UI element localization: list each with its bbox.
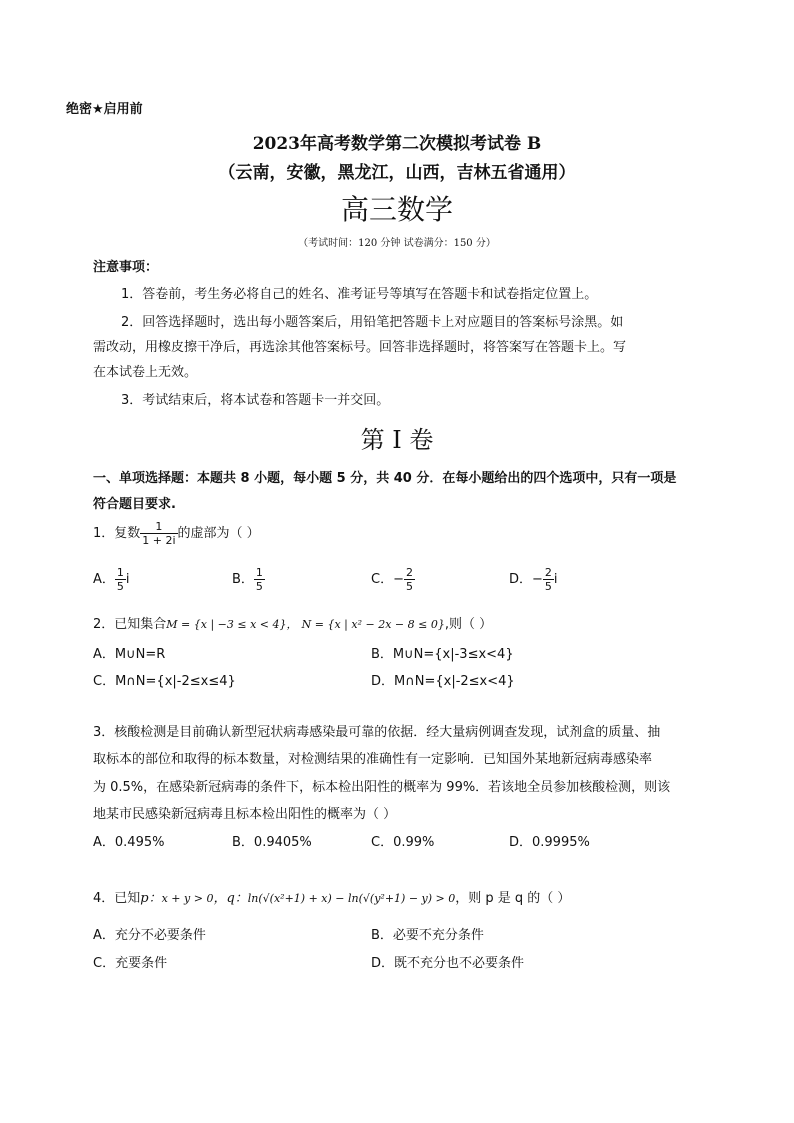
notice-item-2-line-1: 2．回答选择题时，选出每小题答案后，用铅笔把答题卡上对应题目的答案标号涂黑。如 xyxy=(121,315,624,330)
part-heading-line-2: 符合题目要求. xyxy=(93,497,176,512)
question-3-line-1: 3．核酸检测是目前确认新型冠状病毒感染最可靠的依据．经大量病例调查发现，试剂盒的质量、抽 xyxy=(93,725,661,740)
fraction-denominator: 5 xyxy=(255,580,263,593)
question-4-option-c: C．充要条件 xyxy=(93,956,168,971)
exam-title: 2023年高考数学第二次模拟考试卷 B xyxy=(252,134,542,154)
notice-item-1: 1．答卷前，考生务必将自己的姓名、准考证号等填写在答题卡和试卷指定位置上。 xyxy=(121,287,598,302)
subject-title: 高三数学 xyxy=(340,193,453,226)
fraction-denominator: 5 xyxy=(544,580,552,593)
fraction-numerator: 2 xyxy=(405,566,413,579)
question-1-option-a xyxy=(93,566,130,593)
notice-item-3: 3．考试结束后，将本试卷和答题卡一并交回。 xyxy=(121,393,390,408)
question-3-line-4: 地某市民感染新冠病毒且标本检出阳性的概率为（ ） xyxy=(93,807,397,822)
fraction-denominator: 1 + 2i xyxy=(142,534,176,547)
exam-subtitle: （云南，安徽，黑龙江，山西，吉林五省通用） xyxy=(218,163,576,183)
fraction-numerator: 1 xyxy=(116,566,124,579)
fraction-numerator: 1 xyxy=(255,566,263,579)
question-4-option-b: B．必要不充分条件 xyxy=(371,928,484,943)
question-1-suffix: 的虚部为（ ） xyxy=(177,526,260,541)
fraction-numerator: 2 xyxy=(544,566,552,579)
option-label: D． xyxy=(509,572,533,587)
option-fraction xyxy=(254,566,265,593)
question-4 xyxy=(93,887,570,906)
question-1-prefix: 1．复数 xyxy=(93,526,141,541)
question-1-fraction xyxy=(140,520,177,547)
question-4-prefix: 4．已知 xyxy=(93,891,141,906)
part-heading-line-1: 一、单项选择题：本题共 8 小题，每小题 5 分，共 40 分．在每小题给出的四个选项中，只有一项是 xyxy=(93,471,677,486)
option-sign: − xyxy=(532,572,543,587)
set-n-expression: N = {x | x² − 2x − 8 ≤ 0} xyxy=(301,618,445,631)
option-fraction xyxy=(404,566,415,593)
option-tail: i xyxy=(125,572,130,587)
question-3-line-3: 为 0.5%，在感染新冠病毒的条件下，标本检出阳性的概率为 99%．若该地全员参加核酸检测，则该 xyxy=(93,780,671,795)
q-expression: ln(√(x²+1) + x) − ln(√(y²+1) − y) > 0 xyxy=(247,892,456,905)
option-label: C． xyxy=(371,572,394,587)
question-2-suffix: ,则（ ） xyxy=(444,617,493,632)
question-3-option-a: A．0.495% xyxy=(93,835,165,850)
option-label: A． xyxy=(93,572,115,587)
question-2-option-b: B．M∪N={x|-3≤x<4} xyxy=(371,647,514,662)
exam-info: （考试时间：120 分钟 试卷满分：150 分） xyxy=(298,238,496,249)
question-2-option-a: A．M∪N=R xyxy=(93,647,166,662)
question-4-option-d: D．既不充分也不必要条件 xyxy=(371,956,525,971)
question-4-option-a: A．充分不必要条件 xyxy=(93,928,206,943)
fraction-denominator: 5 xyxy=(116,580,124,593)
notice-heading: 注意事项： xyxy=(93,260,159,275)
option-sign: − xyxy=(393,572,404,587)
notice-item-2-line-3: 在本试卷上无效。 xyxy=(93,365,198,380)
section-title: 第 I 卷 xyxy=(360,426,434,454)
question-2-option-c: C．M∩N={x|-2≤x≤4} xyxy=(93,674,236,689)
question-3-option-d: D．0.9995% xyxy=(509,835,590,850)
question-1 xyxy=(93,520,260,547)
option-tail: i xyxy=(553,572,558,587)
p-label: p： xyxy=(140,891,162,906)
q-label: ，q： xyxy=(213,891,248,906)
question-2-option-d: D．M∩N={x|-2≤x<4} xyxy=(371,674,515,689)
question-4-suffix: ，则 p 是 q 的（ ） xyxy=(455,891,571,906)
question-1-option-c xyxy=(371,566,415,593)
question-2 xyxy=(93,613,492,632)
question-3-option-b: B．0.9405% xyxy=(232,835,312,850)
option-fraction xyxy=(115,566,126,593)
fraction-numerator: 1 xyxy=(140,520,177,534)
p-expression: x + y > 0 xyxy=(161,892,214,905)
question-3-option-c: C．0.99% xyxy=(371,835,435,850)
option-fraction xyxy=(543,566,554,593)
question-1-option-d xyxy=(509,566,558,593)
option-label: B． xyxy=(232,572,254,587)
question-2-prefix: 2．已知集合 xyxy=(93,617,167,632)
question-3-line-2: 取标本的部位和取得的标本数量，对检测结果的准确性有一定影响．已知国外某地新冠病毒感染率 xyxy=(93,752,653,767)
set-m-expression: M = {x | −3 ≤ x < 4}， xyxy=(166,618,298,631)
confidential-mark: 绝密★启用前 xyxy=(66,102,143,117)
question-1-option-b xyxy=(232,566,265,593)
fraction-denominator: 5 xyxy=(405,580,413,593)
notice-item-2-line-2: 需改动，用橡皮擦干净后，再选涂其他答案标号。回答非选择题时，将答案写在答题卡上。写 xyxy=(93,340,627,355)
